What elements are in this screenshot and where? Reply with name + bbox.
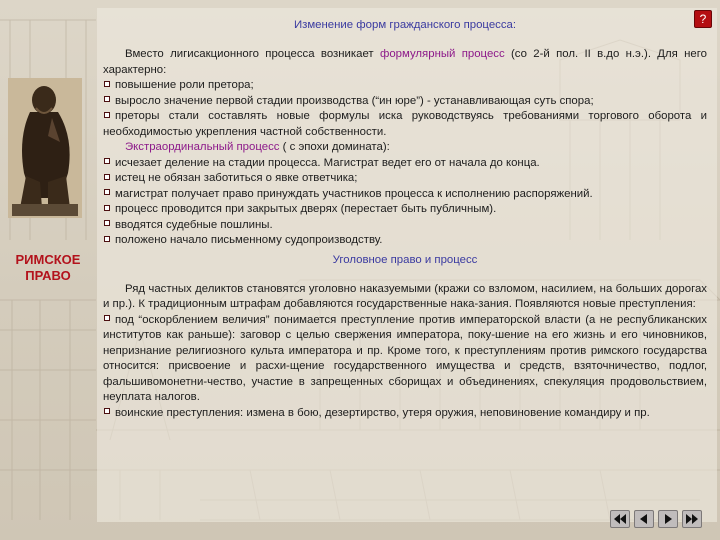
section-title-criminal: Уголовное право и процесс (332, 253, 478, 266)
bullet-icon (104, 174, 110, 180)
criminal-intro: Ряд частных деликтов становятся уголовно наказуемыми (кражи со взломом, насилием, на больших дорогах и пр.). К традиционным штрафам добавляются государственные нака-зания. Появляются новые преступления: (103, 282, 707, 310)
list-item (103, 406, 707, 422)
nav-first-button[interactable] (610, 510, 630, 528)
list-item (103, 187, 707, 203)
list-item-text: положено начало письменному судопроизводству. (115, 234, 383, 246)
list-item (103, 313, 707, 406)
formulary-process-term: формулярный процесс (379, 48, 505, 60)
bullet-icon (104, 220, 110, 226)
bullet-icon (104, 408, 110, 414)
first-icon (614, 514, 626, 524)
list-item (103, 202, 707, 218)
page-title: Изменение форм гражданского процесса: (293, 19, 517, 31)
nav-last-button[interactable] (682, 510, 702, 528)
bullet-icon (104, 158, 110, 164)
list-item-text: преторы стали составлять новые формулы иска руководствуясь требованиями торгового оборота и необходимостью укрепления частной собственности. (103, 110, 707, 138)
sidebar (0, 0, 96, 540)
nav-prev-button[interactable] (634, 510, 654, 528)
list-item (103, 109, 707, 140)
list-item-text: под “оскорблением величия” понимается преступление против императорской власти (а не республиканских институтов как раньше): заговор с целью свержения императора, поку-шение на его жизнь и его чиновников, непризнание религиозного культа императора и пр. Кроме того, к преступлениям против римского государства относится: присвоение и расхи-щение государственного имущества и средств, взяточничество, подлог, фальшивомонетни-чество, участие в запрещенных сборищах и объединениях, спекуляция продовольствием, неуплата налогов. (103, 313, 707, 403)
bullet-icon (104, 205, 110, 211)
last-icon (686, 514, 698, 524)
list-item-text: процесс проводится при закрытых дверях (перестает быть публичным). (115, 203, 497, 215)
formulary-lead-before: Вместо лигисакционного процесса возникает (125, 48, 380, 60)
list-item-text: истец не обязан заботиться о явке ответчика; (115, 172, 358, 184)
list-item-text: магистрат получает право принуждать участников процесса к исполнению распоряжений. (115, 187, 593, 200)
thinking-statue-image (8, 78, 82, 218)
list-item (103, 156, 707, 172)
list-item (103, 78, 707, 94)
main-content (103, 18, 707, 421)
extraordinary-process-term: Экстраординальный процесс (125, 141, 280, 153)
list-item (103, 233, 707, 249)
list-item (103, 171, 707, 187)
nav-next-button[interactable] (658, 510, 678, 528)
next-icon (664, 514, 672, 524)
bullet-icon (104, 189, 110, 195)
extraordinary-lead (103, 140, 707, 156)
help-icon: ? (699, 12, 707, 26)
brand-line-2: ПРАВО (25, 268, 71, 283)
list-item (103, 218, 707, 234)
bullet-icon (104, 81, 110, 87)
bullet-icon (104, 236, 110, 242)
list-item-text: повышение роли претора; (115, 79, 254, 91)
sidebar-brand (2, 252, 94, 284)
list-item (103, 94, 707, 110)
formulary-lead-after: (со 2-й пол. II в.до н.э.). Для него характерно: (103, 48, 708, 76)
formulary-lead (103, 47, 707, 78)
prev-icon (640, 514, 648, 524)
bullet-icon (104, 315, 110, 321)
bullet-icon (104, 96, 110, 102)
brand-line-1: РИМСКОЕ (15, 252, 81, 267)
extraordinary-lead-after: ( с эпохи домината): (279, 141, 390, 153)
list-item-text: вводятся судебные пошлины. (115, 218, 273, 231)
list-item-text: воинские преступления: измена в бою, дезертирство, утеря оружия, неповиновение командиру и пр. (115, 406, 650, 419)
list-item-text: выросло значение первой стадии производства (“ин юре”) - устанавливающая суть спора; (115, 94, 594, 107)
bullet-icon (104, 112, 110, 118)
list-item-text: исчезает деление на стадии процесса. Магистрат ведет его от начала до конца. (115, 156, 540, 169)
